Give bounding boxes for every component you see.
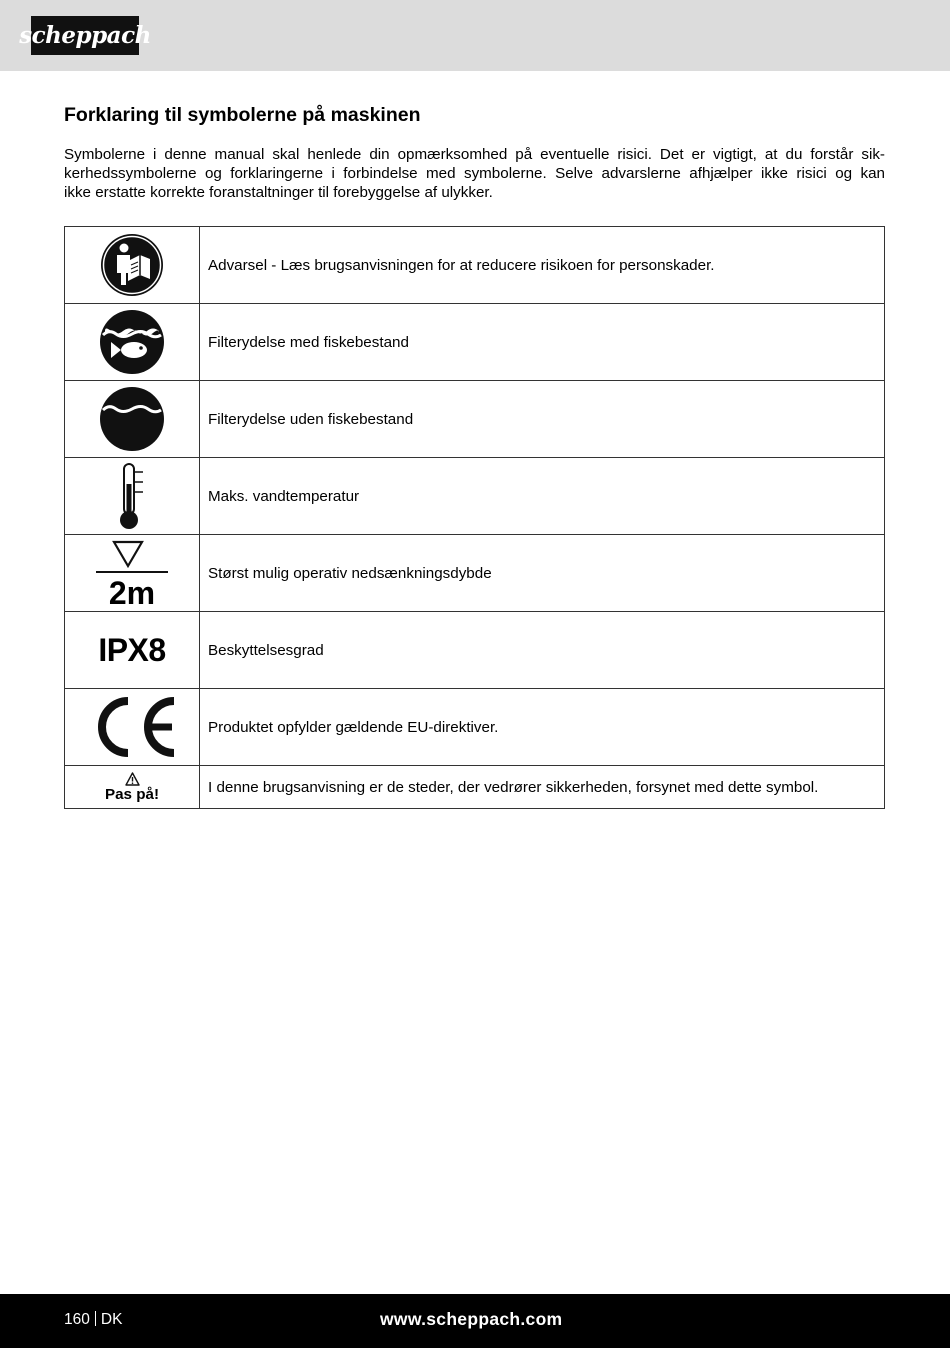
- symbol-cell: [65, 304, 200, 381]
- page-number: 160: [64, 1311, 90, 1328]
- symbol-row-filter-with-fish: [65, 304, 885, 381]
- scheppach-logo: scheppach: [31, 16, 139, 55]
- symbol-cell: [65, 535, 200, 612]
- symbol-cell: [65, 766, 200, 809]
- filter-with-fish-icon: [99, 309, 165, 375]
- symbol-description: Beskyttelsesgrad: [200, 612, 885, 689]
- symbol-description: Filterydelse med fiskebestand: [200, 304, 885, 381]
- symbols-table: [64, 226, 885, 809]
- symbol-row-thermometer: [65, 458, 885, 535]
- symbol-cell: [65, 227, 200, 304]
- depth-label: 2m: [108, 575, 156, 608]
- symbol-cell: [65, 612, 200, 689]
- intro-line-3: ikke erstatte korrekte foranstaltninger til forebyggelse af ulykker.: [64, 184, 493, 201]
- intro-paragraph: [64, 145, 885, 202]
- symbol-row-ip-rating: [65, 612, 885, 689]
- ip-rating-symbol: IPX8: [98, 631, 166, 668]
- thermometer-icon: [112, 462, 152, 530]
- symbol-description: Produktet opfylder gældende EU-direktiver.: [200, 689, 885, 766]
- submersion-depth-icon: [92, 538, 172, 608]
- symbol-row-warning: [65, 766, 885, 809]
- symbol-description: Filterydelse uden fiskebestand: [200, 381, 885, 458]
- symbol-cell: [65, 381, 200, 458]
- header-band: [0, 0, 950, 71]
- website-link[interactable]: www.scheppach.com: [380, 1309, 563, 1329]
- symbol-row-filter-without-fish: [65, 381, 885, 458]
- page-title: Forklaring til symbolerne på maskinen: [64, 104, 421, 126]
- symbol-description: Advarsel - Læs brugsanvisningen for at reducere risikoen for personskader.: [200, 227, 885, 304]
- symbol-row-submersion-depth: [65, 535, 885, 612]
- warning-triangle-icon: [125, 772, 140, 786]
- symbol-description: Størst mulig operativ nedsænkningsdybde: [200, 535, 885, 612]
- read-manual-icon: [100, 233, 164, 297]
- symbol-row-read-manual: [65, 227, 885, 304]
- warning-label: Pas på!: [104, 785, 160, 803]
- symbol-cell: [65, 458, 200, 535]
- footer-band: [0, 1294, 950, 1348]
- filter-without-fish-icon: [99, 386, 165, 452]
- symbol-row-ce-mark: [65, 689, 885, 766]
- page-number-block: [64, 1310, 122, 1330]
- ce-mark-icon: [84, 693, 180, 761]
- language-code: DK: [100, 1311, 123, 1328]
- intro-line-1: Symbolerne i denne manual skal henlede din opmærksomhed på eventuelle risici. Det er vigtigt, at du forstår sik-: [64, 146, 885, 163]
- intro-line-2: kerhedssymbolerne og forklaringerne i forbindelse med symbolerne. Selve advarslerne afhjælper ikke risici og kan: [64, 165, 885, 182]
- symbol-cell: [65, 689, 200, 766]
- symbol-description: Maks. vandtemperatur: [200, 458, 885, 535]
- symbol-description: I denne brugsanvisning er de steder, der vedrører sikkerheden, forsynet med dette symbol.: [200, 766, 885, 809]
- footer-separator: [95, 1311, 96, 1326]
